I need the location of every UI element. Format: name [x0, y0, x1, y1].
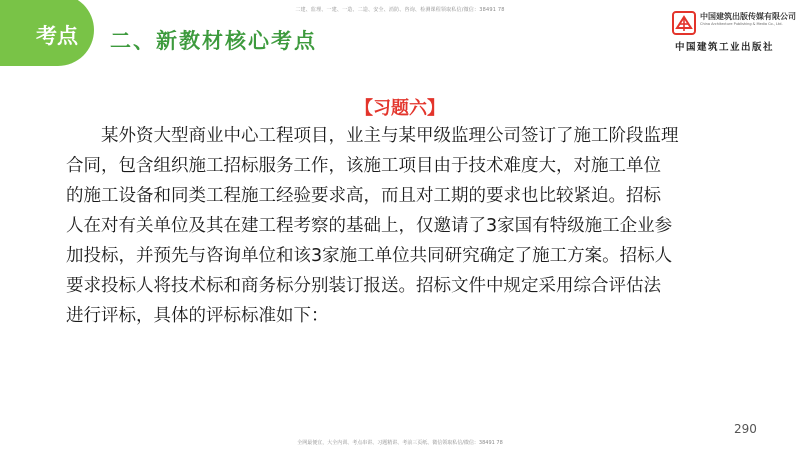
bottom-note: 全网最便宜，大全内训、考点串讲、习题精讲、考前三页纸、微信领取私信/微信：38491 78	[297, 440, 503, 446]
top-note: 二建、监理、一建、一造、二造、安全、消防、咨询、检测课程领取私信/微信：38491 78	[295, 7, 505, 13]
paragraph-line: 进行评标，具体的评标标准如下：	[66, 306, 329, 326]
page-number: 290	[734, 422, 757, 436]
paragraph-line: 的施工设备和同类工程施工经验要求高，而且对工期的要求也比较紧迫。招标	[66, 186, 661, 206]
paragraph-line: 加投标，并预先与咨询单位和该3家施工单位共同研究确定了施工方案。招标人	[66, 246, 673, 266]
publisher-name: 中国建筑出版传媒有限公司	[700, 12, 796, 21]
exercise-heading: 【习题六】	[355, 98, 445, 119]
publisher-english-name: China Architecture Publishing & Media Co., Ltd.	[700, 22, 783, 26]
paragraph-line: 合同，包含组织施工招标服务工作，该施工项目由于技术难度大，对施工单位	[66, 156, 661, 176]
exercise-paragraph	[66, 121, 746, 331]
badge-label: 考点	[36, 24, 78, 48]
paragraph-line: 要求投标人将技术标和商务标分别装订报送。招标文件中规定采用综合评估法	[66, 276, 661, 296]
section-title: 二、新教材核心考点	[110, 29, 317, 53]
publisher-calligraphy-name: 中国建筑工业出版社	[675, 42, 775, 53]
publisher-logo-icon	[672, 11, 696, 35]
paragraph-line: 人在对有关单位及其在建工程考察的基础上，仅邀请了3家国有特级施工企业参	[66, 216, 673, 236]
paragraph-line: 某外资大型商业中心工程项目，业主与某甲级监理公司签订了施工阶段监理	[66, 126, 679, 146]
